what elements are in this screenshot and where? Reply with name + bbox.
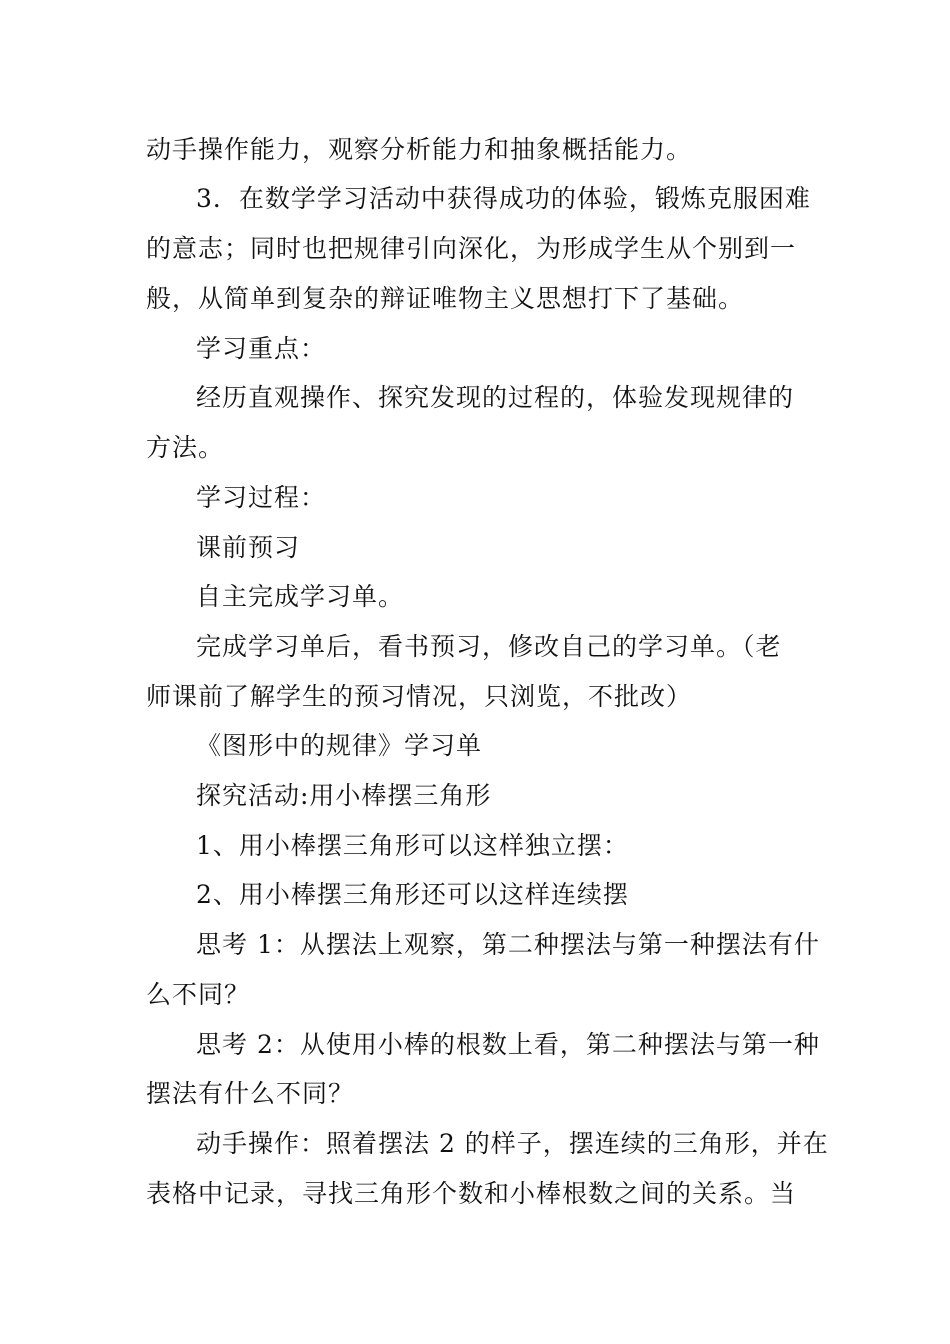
text-line: 探究活动:用小棒摆三角形 <box>196 781 492 810</box>
list-item: 1、用小棒摆三角形可以这样独立摆： <box>196 831 629 860</box>
text-line: 3．在数学学习活动中获得成功的体验，锻炼克服困难 <box>196 184 811 213</box>
text-line: 经历直观操作、探究发现的过程的，体验发现规律的 <box>196 383 795 412</box>
text-line: 完成学习单后，看书预习，修改自己的学习单。（老 <box>196 632 782 661</box>
text-line: 思考 2：从使用小棒的根数上看，第二种摆法与第一种 <box>196 1030 820 1059</box>
text-line: 师课前了解学生的预习情况，只浏览，不批改） <box>146 682 693 711</box>
text-line: 自主完成学习单。 <box>196 582 405 611</box>
text-line: 思考 1：从摆法上观察，第二种摆法与第一种摆法有什 <box>196 930 820 959</box>
section-heading: 学习过程： <box>196 483 327 512</box>
text-line: 摆法有什么不同？ <box>146 1079 355 1108</box>
list-item: 2、用小棒摆三角形还可以这样连续摆 <box>196 880 629 909</box>
text-line: 表格中记录，寻找三角形个数和小棒根数之间的关系。当 <box>146 1179 797 1208</box>
text-line: 方法。 <box>146 433 225 462</box>
text-line: 般，从简单到复杂的辩证唯物主义思想打下了基础。 <box>146 284 745 313</box>
text-line: 的意志；同时也把规律引向深化，为形成学生从个别到一 <box>146 234 797 263</box>
section-heading: 学习重点： <box>196 334 327 363</box>
text-line: 动手操作能力，观察分析能力和抽象概括能力。 <box>146 135 693 164</box>
section-heading: 课前预习 <box>196 533 301 562</box>
text-line: 么不同？ <box>146 980 251 1009</box>
text-line: 动手操作：照着摆法 2 的样子，摆连续的三角形，并在 <box>196 1129 829 1158</box>
worksheet-title: 《图形中的规律》学习单 <box>196 731 483 760</box>
